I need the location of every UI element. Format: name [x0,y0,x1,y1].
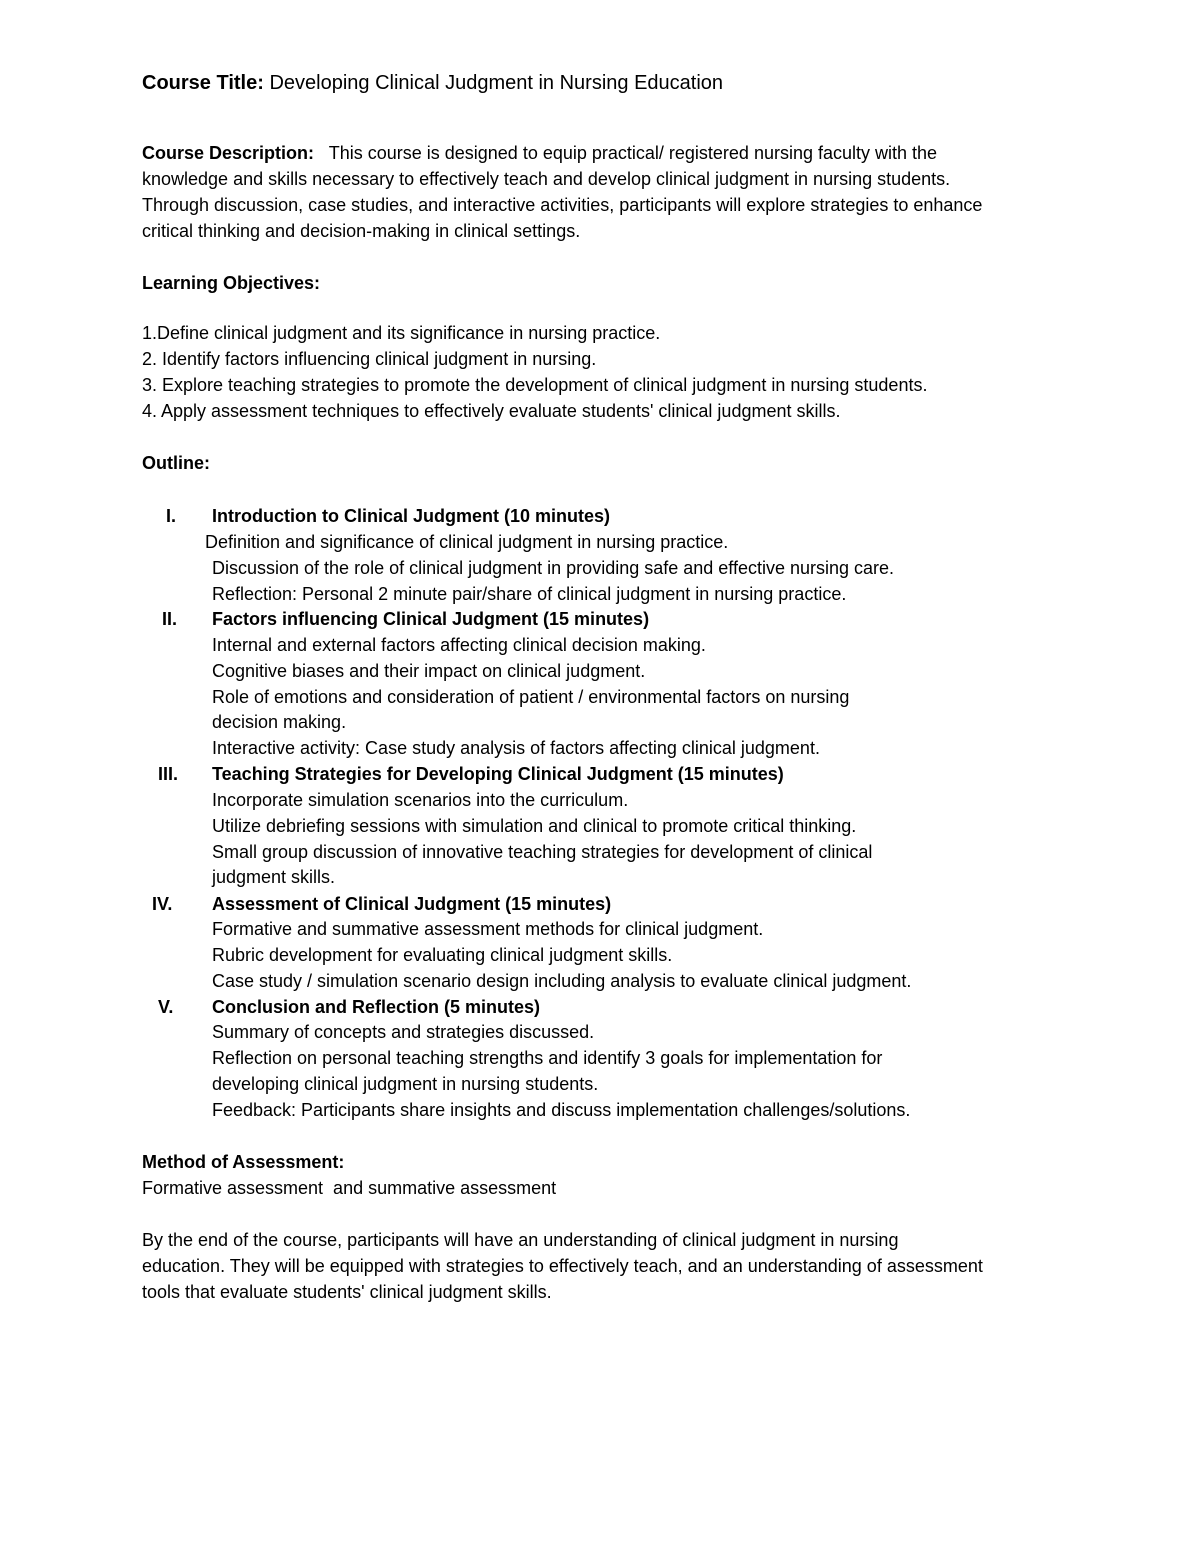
outline-section-ii [0,606,1200,632]
closing-line-1: By the end of the course, participants will have an understanding of clinical judgment in nursing [142,1230,899,1250]
outline-item: Incorporate simulation scenarios into the curriculum. [212,790,629,810]
outline-item: Case study / simulation scenario design including analysis to evaluate clinical judgment. [212,971,912,991]
outline-item: developing clinical judgment in nursing students. [212,1074,599,1094]
outline-item: Small group discussion of innovative teaching strategies for development of clinical [212,842,873,862]
outline-item: Interactive activity: Case study analysis of factors affecting clinical judgment. [212,738,820,758]
outline-item: Summary of concepts and strategies discussed. [212,1022,595,1042]
learning-objective-item: 4. Apply assessment techniques to effectively evaluate students' clinical judgment skills. [142,401,841,421]
learning-objectives-heading: Learning Objectives: [142,273,321,293]
outline-numeral: I. [166,506,177,526]
outline-numeral: III. [158,764,179,784]
outline-section-v [0,994,1200,1020]
outline-item: Definition and significance of clinical judgment in nursing practice. [205,532,729,552]
outline-item: Reflection on personal teaching strengths and identify 3 goals for implementation for [212,1048,883,1068]
outline-numeral: IV. [152,894,173,914]
outline-item: Utilize debriefing sessions with simulation and clinical to promote critical thinking. [212,816,857,836]
outline-heading: Outline: [142,453,210,473]
course-title-value: Developing Clinical Judgment in Nursing Education [269,72,724,94]
outline-section-title: Factors influencing Clinical Judgment (15 minutes) [212,609,650,629]
method-of-assessment-value: Formative assessment and summative assessment [142,1178,557,1198]
outline-item: judgment skills. [212,867,336,887]
course-description-line-3: Through discussion, case studies, and interactive activities, participants will explore strategies to enhance [142,195,983,215]
course-title [142,70,723,96]
outline-section-title: Introduction to Clinical Judgment (10 minutes) [212,506,611,526]
outline-item: Role of emotions and consideration of patient / environmental factors on nursing [212,687,850,707]
outline-item: Reflection: Personal 2 minute pair/share of clinical judgment in nursing practice. [212,584,847,604]
outline-section-title: Conclusion and Reflection (5 minutes) [212,997,541,1017]
outline-section-iv [0,891,1200,917]
outline-item: Feedback: Participants share insights and discuss implementation challenges/solutions. [212,1100,911,1120]
outline-item: Discussion of the role of clinical judgment in providing safe and effective nursing care. [212,558,895,578]
outline-numeral: V. [158,997,174,1017]
outline-item: Rubric development for evaluating clinical judgment skills. [212,945,673,965]
course-description-text: This course is designed to equip practical/ registered nursing faculty with the [328,143,938,163]
learning-objective-item: 3. Explore teaching strategies to promote the development of clinical judgment in nursing students. [142,375,928,395]
outline-section-iii [0,761,1200,787]
closing-line-2: education. They will be equipped with strategies to effectively teach, and an understanding of assessment [142,1256,983,1276]
learning-objective-item: 1.Define clinical judgment and its significance in nursing practice. [142,323,661,343]
outline-section-i [0,503,1200,529]
closing-line-3: tools that evaluate students' clinical judgment skills. [142,1282,552,1302]
course-description-label: Course Description: [142,143,315,163]
course-title-label: Course Title: [142,72,264,94]
outline-section-title: Teaching Strategies for Developing Clinical Judgment (15 minutes) [212,764,784,784]
method-of-assessment-heading: Method of Assessment: [142,1152,345,1172]
outline-numeral: II. [162,609,178,629]
outline-item: Internal and external factors affecting clinical decision making. [212,635,706,655]
course-description-line-2: knowledge and skills necessary to effectively teach and develop clinical judgment in nursing students. [142,169,951,189]
course-description-line-4: critical thinking and decision-making in clinical settings. [142,221,581,241]
learning-objective-item: 2. Identify factors influencing clinical judgment in nursing. [142,349,597,369]
outline-item: Cognitive biases and their impact on clinical judgment. [212,661,646,681]
outline-item: Formative and summative assessment methods for clinical judgment. [212,919,764,939]
course-description-line-1 [142,140,937,166]
outline-item: decision making. [212,712,347,732]
outline-section-title: Assessment of Clinical Judgment (15 minutes) [212,894,612,914]
